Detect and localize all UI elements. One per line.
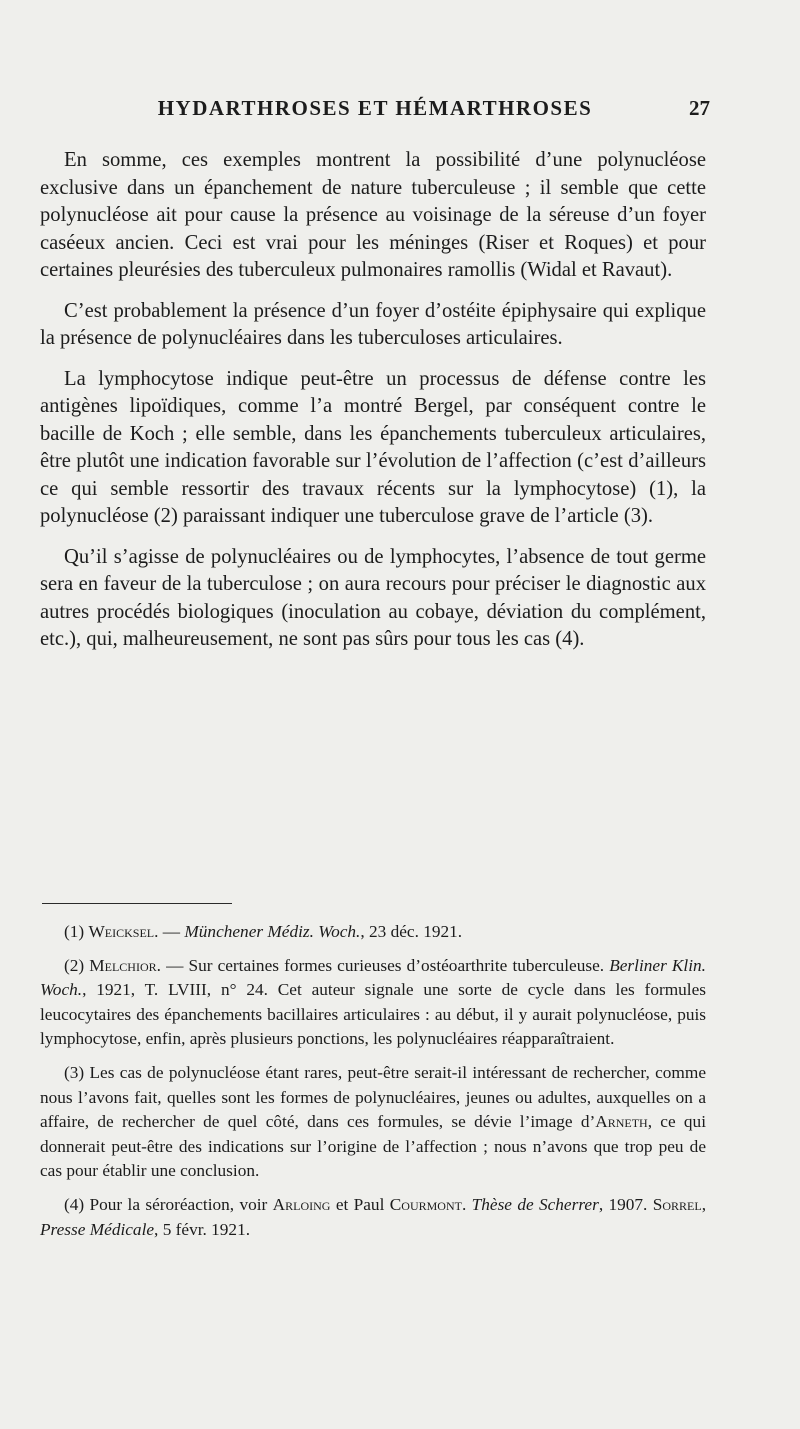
footnote-text-run: . — [461, 1194, 472, 1214]
footnote-1 — [40, 920, 706, 945]
footnote-text-run: Münchener Médiz. Woch. — [184, 922, 361, 941]
body-text — [40, 147, 706, 667]
footnote-text-run: . — Sur certaines formes curieuses d’ostéoarthrite tuberculeuse. — [156, 955, 610, 975]
paragraph: C’est probablement la présence d’un foyer d’ostéite épiphysaire qui explique la présence de polynucléaires dans les tuberculoses articulaires. — [40, 299, 706, 349]
page-number: 27 — [689, 96, 710, 120]
footnote-text-run: , 5 févr. 1921. — [154, 1219, 251, 1239]
footnote-text-run: Arloing — [272, 1194, 331, 1214]
paragraph: Qu’il s’agisse de polynucléaires ou de lymphocytes, l’absence de tout germe sera en faveur de la tuberculose ; on aura recours pour préciser le diagnostic aux autres procédés biologiques (inoculation au cobaye, déviation du complément, etc.), qui, malheureusement, ne sont pas sûrs pour tous les cas (4). — [40, 545, 706, 650]
footnote-text-run: (3) Les cas de polynucléose étant rares, peut-être serait-il intéressant de rechercher, comme nous l’avons fait, quelles sont les formes de polynucléaires, jeunes ou adultes, auxquelles on a affaire, de rechercher de quel côté, dans ces formules, se dévie l’image d’ — [40, 1062, 706, 1132]
footnotes — [40, 920, 706, 1251]
page-header — [40, 96, 710, 126]
footnote-text-run: Berliner Klin. Woch. — [40, 955, 706, 1000]
footnote-separator — [42, 903, 232, 904]
footnote-text-run: , ce qui donnerait peut-être des indications sur l’origine de l’affection ; nous n’avons que trop peu de cas pour établir une conclusion. — [40, 1112, 706, 1181]
footnote-text-run: et Paul — [330, 1194, 390, 1214]
paragraph: La lymphocytose indique peut-être un processus de défense contre les antigènes lipoïdiques, comme l’a montré Bergel, par conséquent contre le bacille de Koch ; elle semble, dans les épanchements tuberculeux articulaires, être plutôt une indication favorable sur l’évolution de l’affection (c’est d’ailleurs ce qui semble ressortir des travaux récents sur la lymphocytose) (1), la polynucléose (2) paraissant indiquer une tuberculose grave de l’article (3). — [40, 367, 706, 527]
footnote-text-run: Weicksel — [88, 922, 155, 941]
paragraph: En somme, ces exemples montrent la possibilité d’une polynucléose exclusive dans un épanchement de nature tuberculeuse ; il semble que cette polynucléose ait pour cause la présence au voisinage de la séreuse d’un foyer caséeux ancien. Ceci est vrai pour les méninges (Riser et Roques) et pour certaines pleurésies des tuberculeux pulmonaires ramollis (Widal et Ravaut). — [40, 149, 706, 281]
running-title: HYDARTHROSES ET HÉMARTHROSES — [157, 96, 593, 120]
footnote-text-run: (4) Pour la séroréaction, voir — [64, 1194, 273, 1214]
footnote-text-run: Presse Médicale — [40, 1219, 155, 1239]
footnote-text-run: (2) — [64, 955, 90, 975]
footnote-text-run: Courmont — [389, 1194, 462, 1214]
footnote-text-run: Arneth — [595, 1112, 648, 1132]
footnote-text-run: Melchior — [89, 955, 157, 975]
footnote-4 — [40, 1193, 706, 1242]
footnote-text-run: , 1907. — [598, 1194, 653, 1214]
footnote-text-run: , 1921, T. LVIII, n° 24. Cet auteur signale une sorte de cycle dans les formules leucocytaires des épanchements bacillaires articulaires : au début, il y aurait polynucléose, puis lymphocytose, enfin, après plusieurs ponctions, les polynucléaires réapparaîtraient. — [40, 980, 706, 1049]
footnote-text-run: , — [701, 1194, 707, 1214]
footnote-text-run: Sorrel — [652, 1194, 702, 1214]
footnote-2 — [40, 954, 706, 1052]
footnote-text-run: (1) — [64, 922, 89, 941]
footnote-3 — [40, 1061, 706, 1184]
footnote-text-run: . — — [154, 922, 185, 941]
footnote-text-run: , 23 déc. 1921. — [360, 922, 463, 941]
footnote-text-run: Thèse de Scherrer — [471, 1194, 599, 1214]
